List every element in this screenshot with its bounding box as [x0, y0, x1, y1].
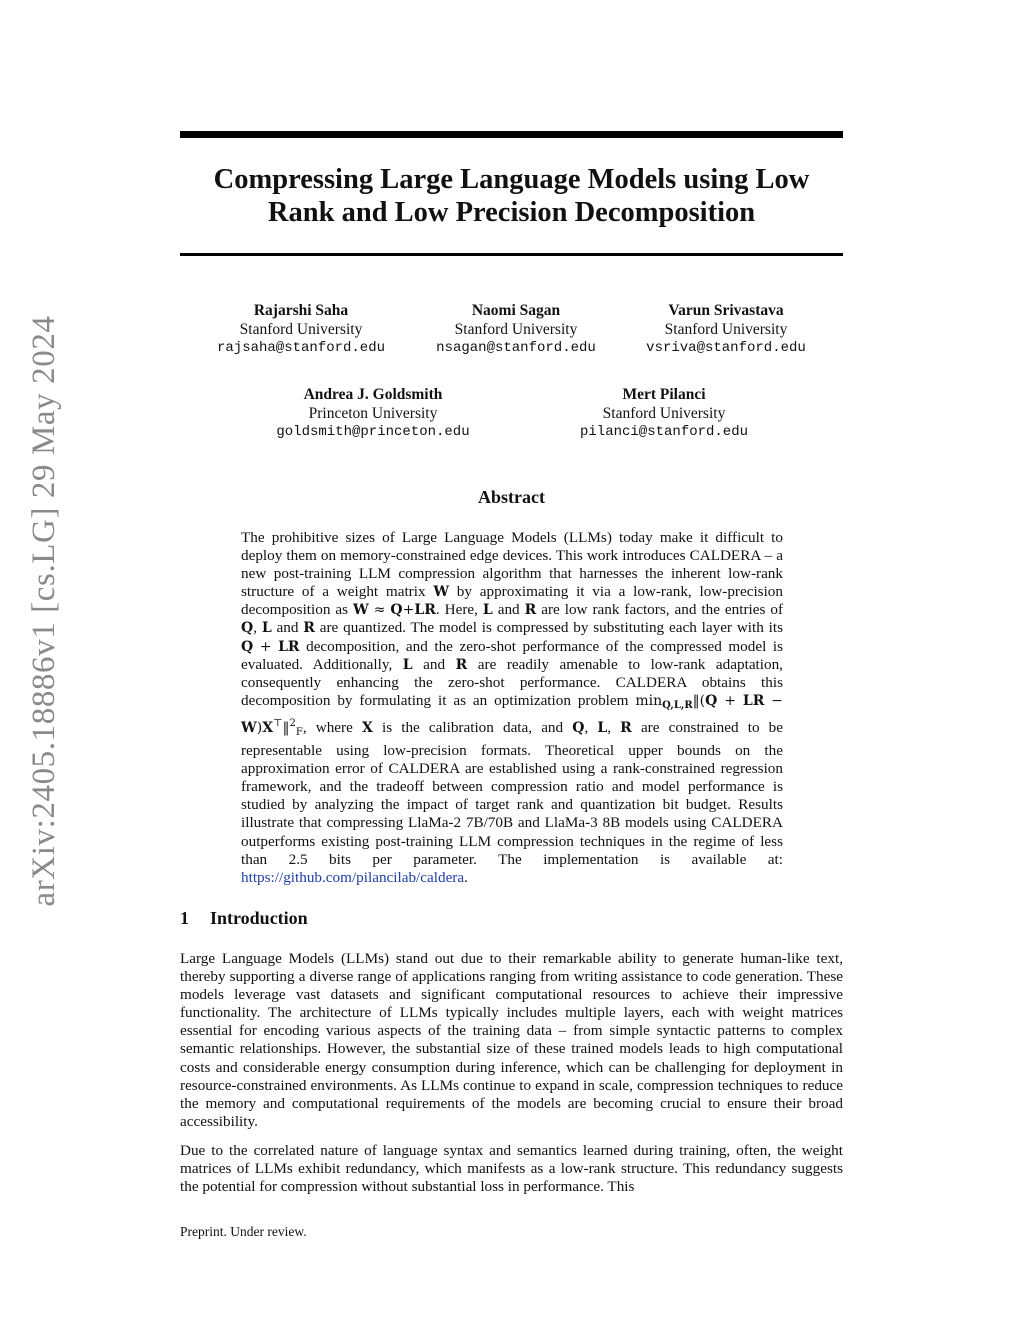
- author-email[interactable]: nsagan@stanford.edu: [436, 340, 596, 356]
- code-repository-link[interactable]: https://github.com/pilancilab/caldera: [241, 868, 465, 886]
- author-name: Andrea J. Goldsmith: [303, 386, 443, 403]
- author-affiliation: Stanford University: [602, 405, 726, 422]
- intro-paragraph-1: Large Language Models (LLMs) stand out due to their remarkable ability to generate human-like text, thereby supporting a diverse range of applications ranging from writing assistance to code generation. These models leverage vast datasets and significant computational resources to achieve their impressive functionality. The architecture of LLMs typically includes multiple layers, each with weight matrices essential for encoding various aspects of the training data – from simple syntactic patterns to complex semantic relationships. However, the substantial size of these trained models leads to high computational costs and considerable energy consumption during inference, which can be challenging for deployment in resource-constrained environments. As LLMs continue to expand in scale, compression techniques to reduce the memory and computational requirements of the models are becoming crucial to ensure their broad accessibility.: [180, 950, 843, 1130]
- paper-title-line-1: Compressing Large Language Models using Low: [213, 164, 810, 195]
- author-affiliation: Stanford University: [664, 321, 788, 338]
- arxiv-identifier-stamp: arXiv:2405.18886v1 [cs.LG] 29 May 2024: [25, 315, 62, 907]
- author-block: [243, 385, 503, 442]
- abstract-heading: Abstract: [478, 487, 545, 507]
- author-name: Naomi Sagan: [471, 302, 561, 319]
- abstract-body: The prohibitive sizes of Large Language Models (LLMs) today make it difficult to deploy them on memory-constrained edge devices. This work introduces CALDERA – a new post-training LLM compression algorithm that harnesses the inherent low-rank structure of a weight matrix W by approximating it via a low-rank, low-precision decomposition as W ≈ Q+LR. Here, L and R are low rank factors, and the entries of Q, L and R are quantized. The model is compressed by substituting each layer with its Q + LR decomposition, and the zero-shot performance of the compressed model is evaluated. Additionally, L and R are readily amenable to low-rank adaptation, consequently enhancing the zero-shot performance. CALDERA obtains this decomposition by formulating it as an optimization problem $\min_{Q,L,R}‖(Q$ + LR − W)X⊤‖$^2_F$, where X is the calibration data, and Q, L, R are constrained to be representable using low-precision formats. Theoretical upper bounds on the approximation error of CALDERA are established using a rank-constrained regression framework, and the tradeoff between compression ratio and model performance is studied by analyzing the impact of target rank and quantization bit budget. Results illustrate that compressing LlaMa-2 7B/70B and LlaMa-3 8B models using CALDERA outperforms existing post-training LLM compression techniques in the regime of less than 2.5 bits per parameter. The implementation is available at: https://github.com/pilancilab/caldera.: [241, 529, 784, 886]
- title-bottom-rule: [180, 253, 843, 256]
- section-number: 1: [180, 908, 189, 928]
- section-title: Introduction: [210, 908, 308, 928]
- author-email[interactable]: goldsmith@princeton.edu: [276, 424, 470, 440]
- author-name: Mert Pilanci: [622, 386, 706, 403]
- preprint-footnote: Preprint. Under review.: [180, 1224, 307, 1239]
- intro-paragraph-2: Due to the correlated nature of language syntax and semantics learned during training, often, the weight matrices of LLMs exhibit redundancy, which manifests as a low-rank structure. This redundancy suggests the potential for compression without substantial loss in performance. This: [180, 1142, 843, 1196]
- author-block: [534, 385, 794, 442]
- author-affiliation: Stanford University: [454, 321, 578, 338]
- title-top-rule: [180, 131, 843, 138]
- author-affiliation: Stanford University: [239, 321, 363, 338]
- author-name: Varun Srivastava: [668, 302, 784, 319]
- author-email[interactable]: vsriva@stanford.edu: [646, 340, 806, 356]
- author-block: [596, 301, 856, 358]
- author-name: Rajarshi Saha: [253, 302, 349, 319]
- paper-title: [180, 163, 843, 229]
- paper-title-line-2: Rank and Low Precision Decomposition: [267, 197, 756, 228]
- author-email[interactable]: rajsaha@stanford.edu: [216, 340, 386, 356]
- author-affiliation: Princeton University: [308, 405, 438, 422]
- section-heading-introduction: [180, 908, 308, 929]
- author-email[interactable]: pilanci@stanford.edu: [579, 424, 749, 440]
